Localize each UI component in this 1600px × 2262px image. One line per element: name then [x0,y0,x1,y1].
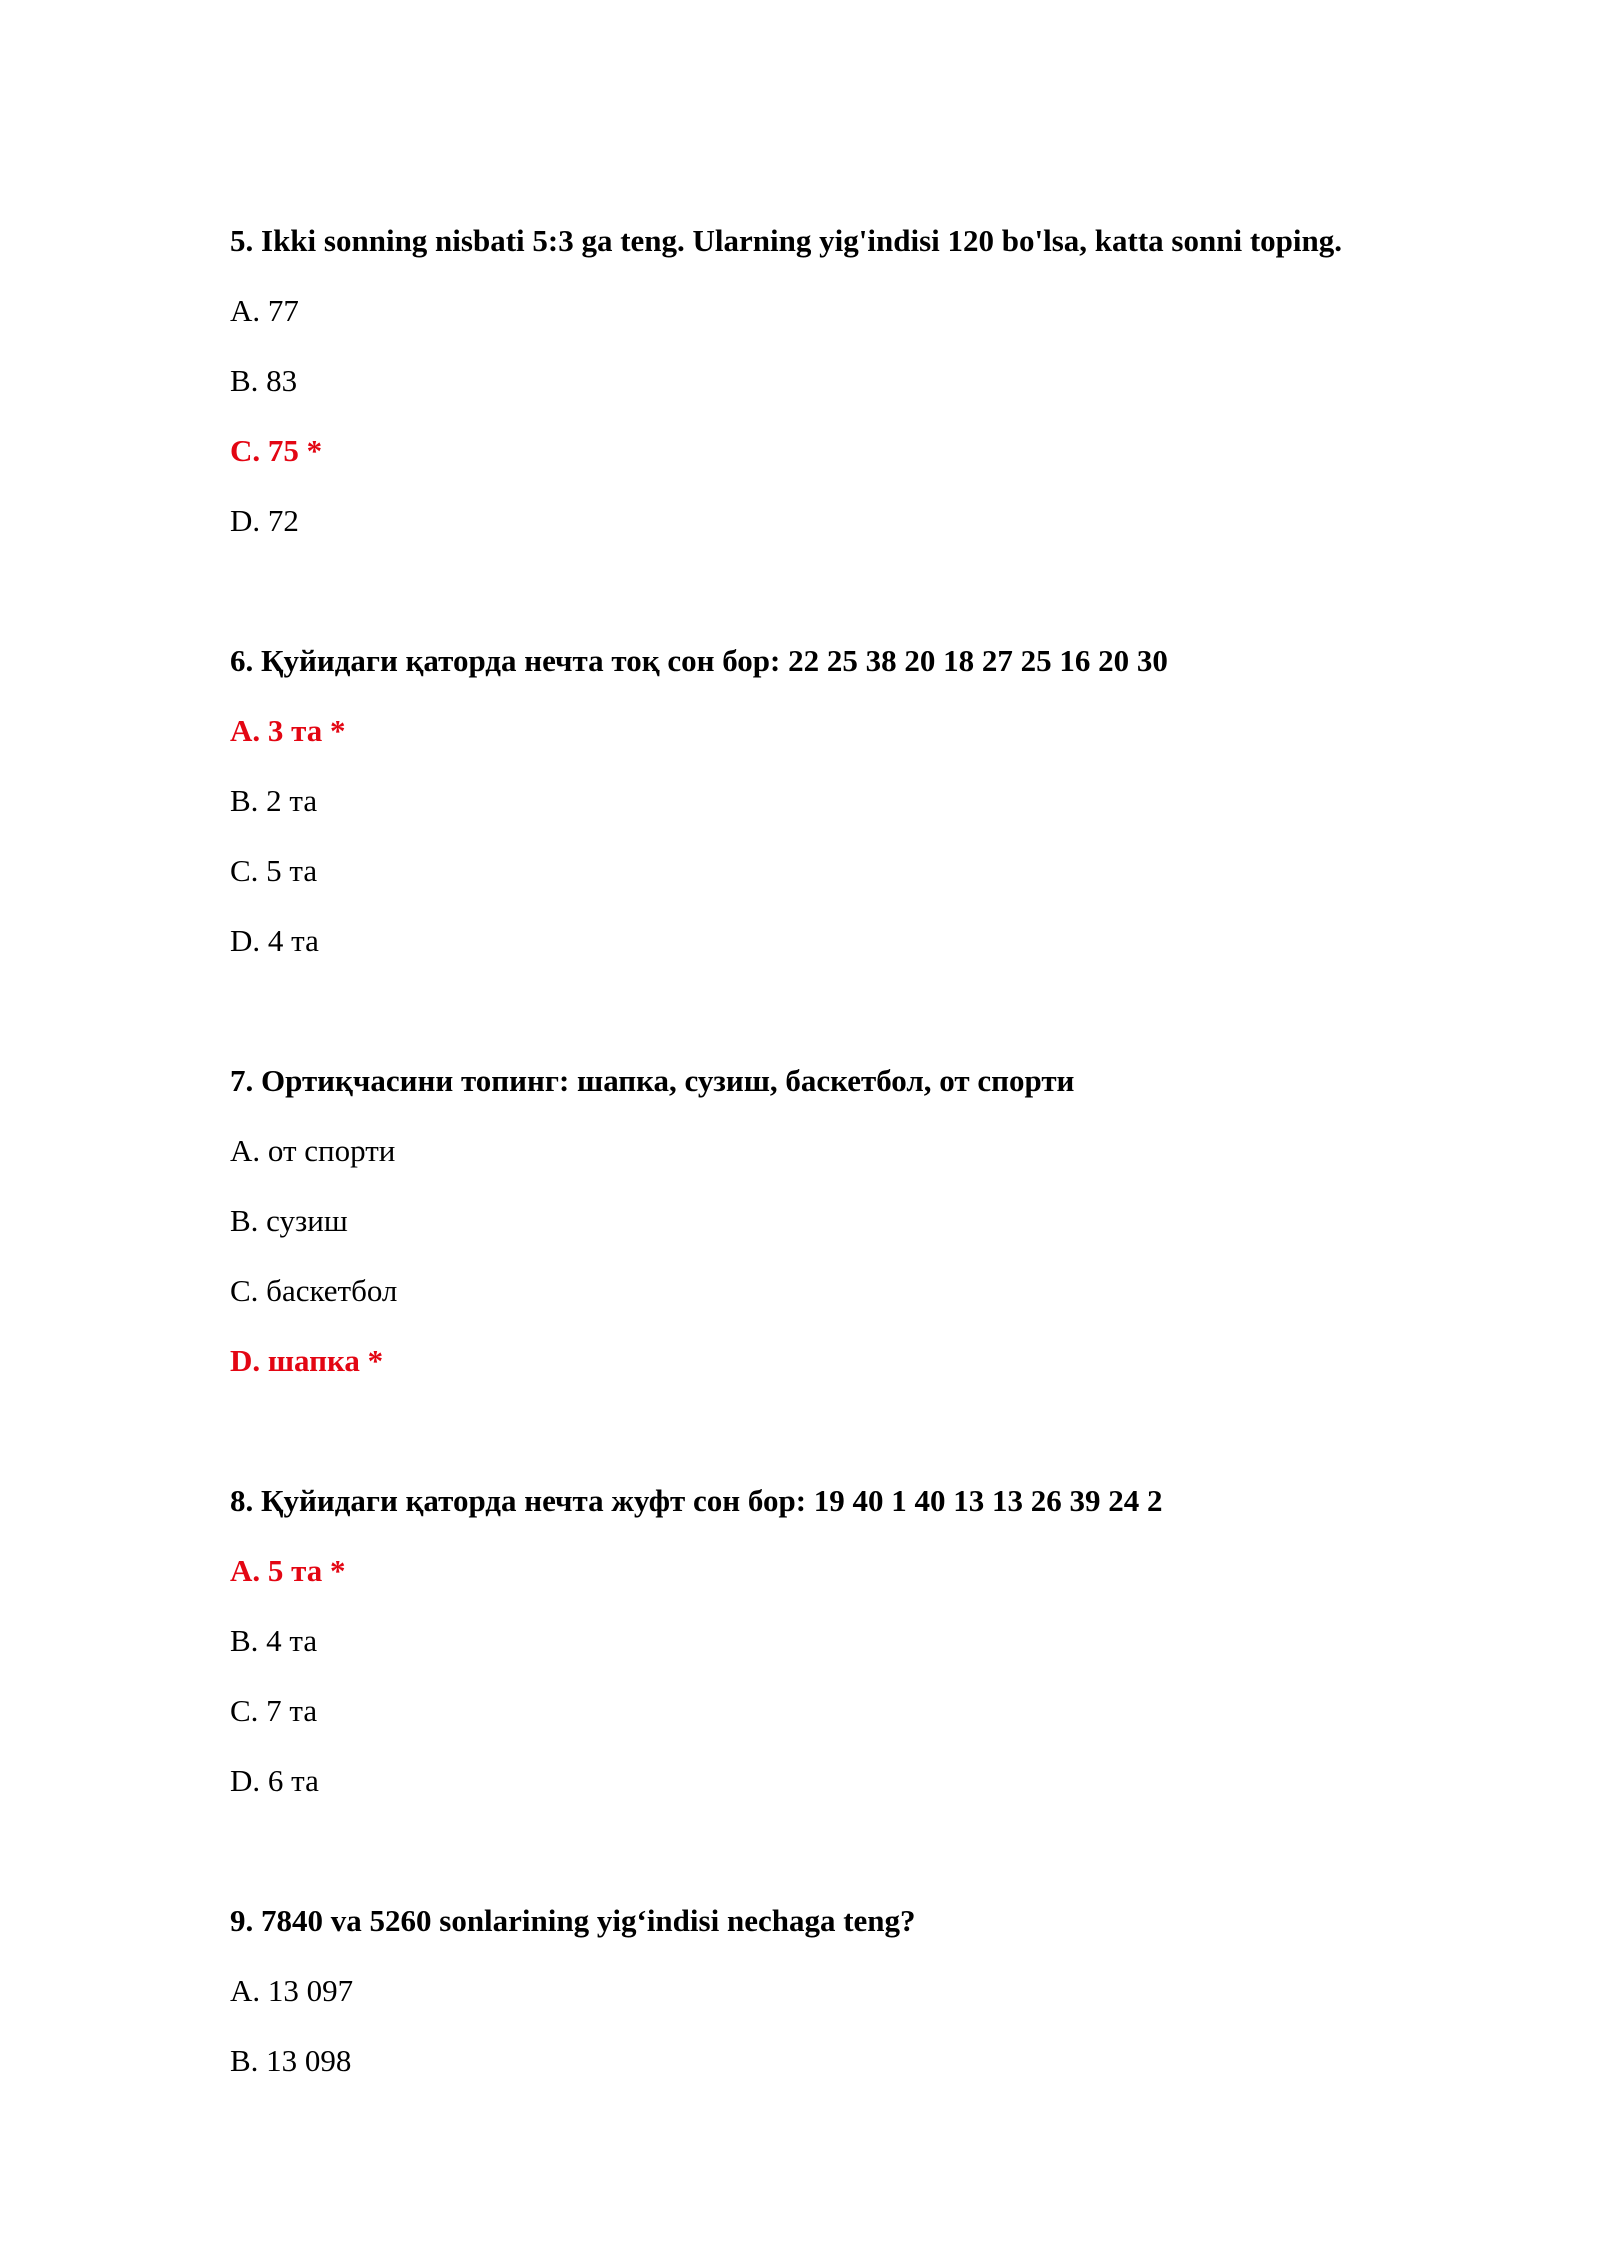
question-9-option-b: B. 13 098 [230,2043,352,2078]
question-6-title: 6. Қуйидаги қаторда нечта тоқ сон бор: 22 25 38 20 18 27 25 16 20 30 [230,643,1168,678]
question-7-option-d-correct: D. шапка * [230,1343,384,1378]
question-7-option-a: A. от спорти [230,1133,396,1168]
question-8-option-c: C. 7 та [230,1693,318,1728]
question-5-title: 5. Ikki sonning nisbati 5:3 ga teng. Ularning yig'indisi 120 bo'lsa, katta sonni toping. [230,223,1343,258]
question-6-option-d: D. 4 та [230,923,319,958]
question-6-option-a-correct: A. 3 та * [230,713,346,748]
question-8-option-a-correct: A. 5 та * [230,1553,346,1588]
question-8-option-d: D. 6 та [230,1763,319,1798]
question-7-option-c: C. баскетбол [230,1273,398,1308]
question-9-title: 9. 7840 va 5260 sonlarining yig‘indisi nechaga teng? [230,1903,916,1938]
question-5-option-a: A. 77 [230,293,299,328]
question-6-option-c: C. 5 та [230,853,318,888]
question-7-option-b: B. сузиш [230,1203,348,1238]
question-5-option-b: B. 83 [230,363,298,398]
question-5-option-d: D. 72 [230,503,299,538]
question-8-option-b: B. 4 та [230,1623,318,1658]
question-7-title: 7. Ортиқчасини топинг: шапка, сузиш, баскетбол, от спорти [230,1063,1075,1098]
question-6-option-b: B. 2 та [230,783,318,818]
question-8-title: 8. Қуйидаги қаторда нечта жуфт сон бор: 19 40 1 40 13 13 26 39 24 2 [230,1483,1163,1518]
question-9-option-a: A. 13 097 [230,1973,354,2008]
question-5-option-c-correct: C. 75 * [230,433,323,468]
